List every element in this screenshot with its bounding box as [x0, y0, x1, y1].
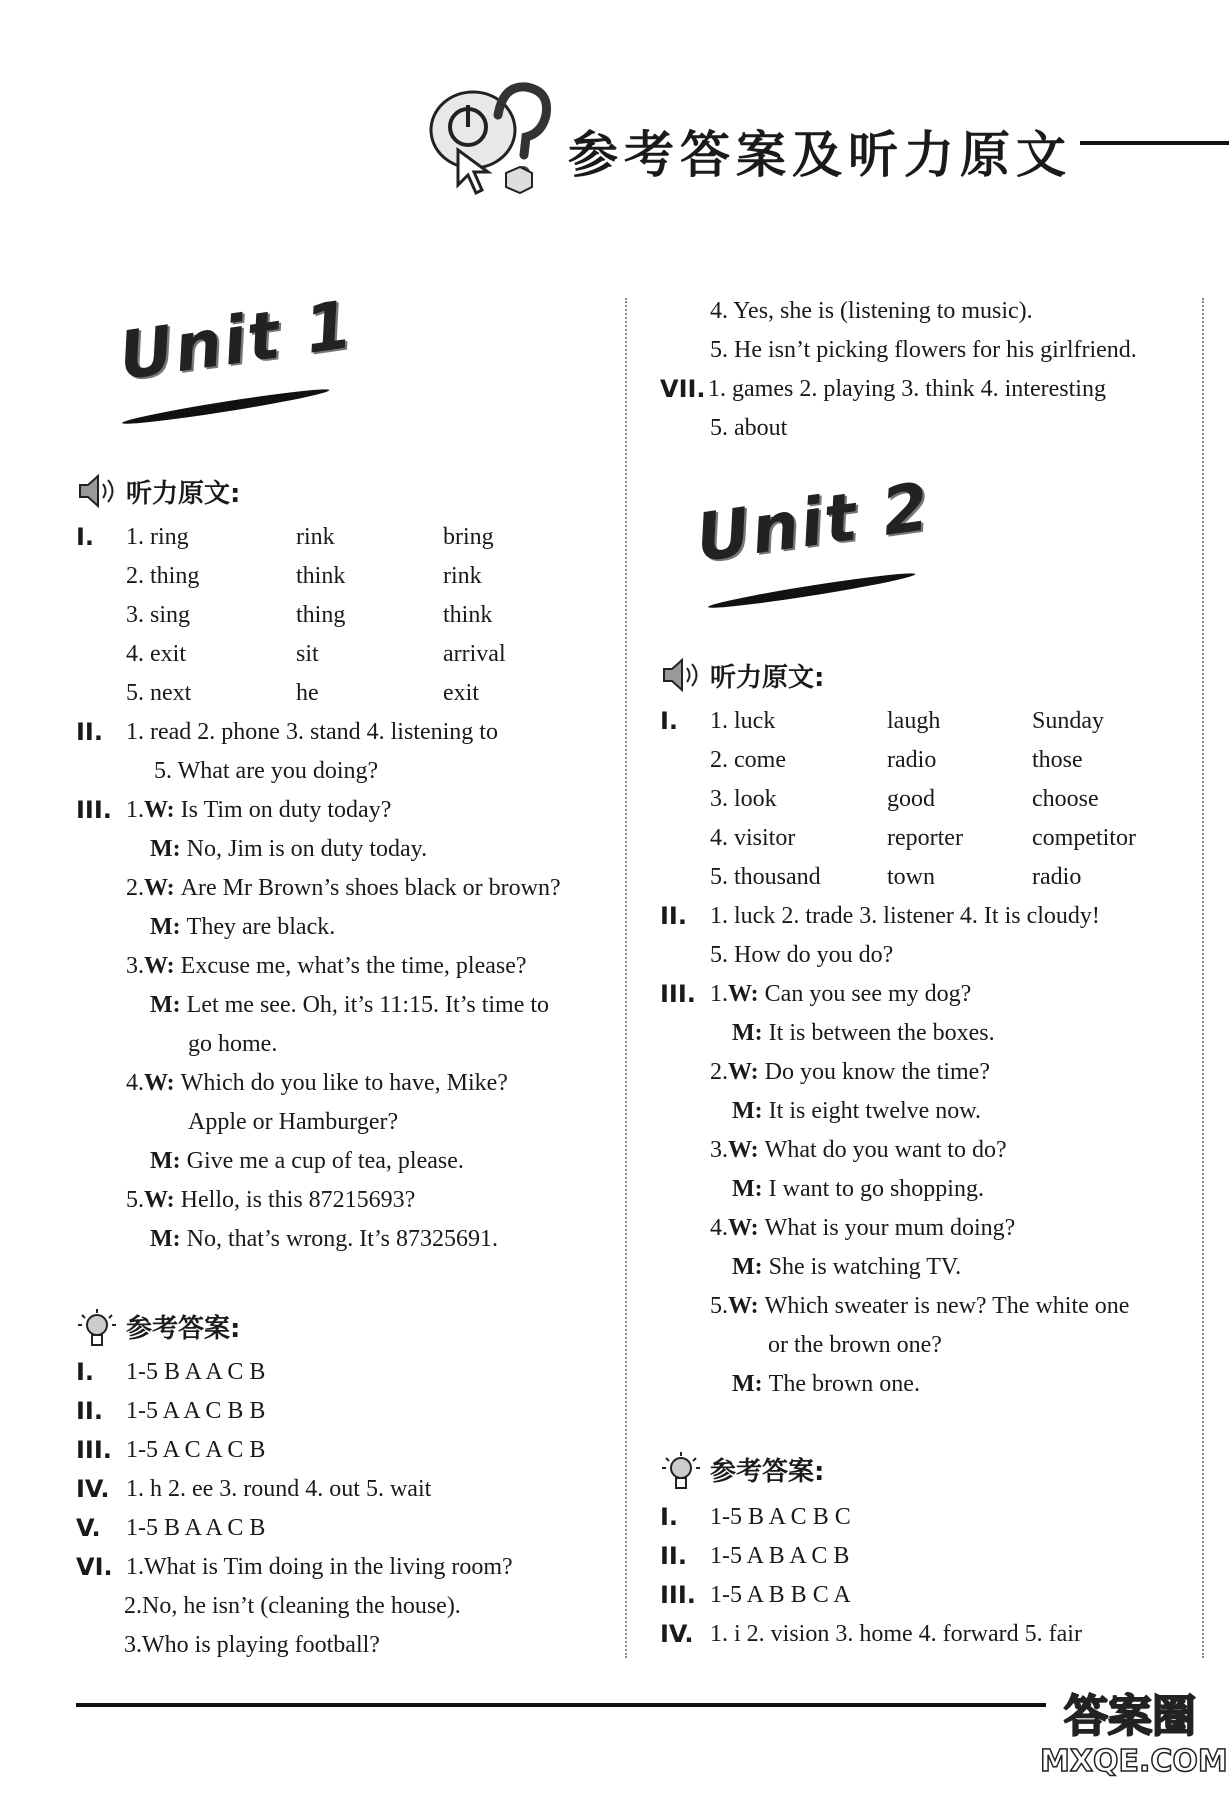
header-logo-icon — [418, 75, 563, 200]
line-text: 5. How do you do? — [710, 942, 894, 968]
line-text — [732, 1367, 920, 1401]
item-number: 2. — [710, 1059, 728, 1085]
speaker-label: M: — [150, 914, 187, 940]
speaker-label: W: — [144, 875, 181, 901]
line-text — [126, 1183, 415, 1217]
dialogue-text: Which sweater is new? The white one — [764, 1293, 1130, 1319]
roman-numeral: III. — [660, 980, 696, 1008]
line-text: 2. thing — [126, 563, 200, 589]
right-edge-divider — [1202, 298, 1204, 1658]
roman-numeral: I. — [660, 707, 679, 735]
watermark-line1: 答案圈 — [1064, 1691, 1196, 1742]
dialogue-text: Give me a cup of tea, please. — [186, 1148, 464, 1174]
line-text: 1-5 B A A C B — [126, 1359, 266, 1385]
answers-label: 参考答案: — [710, 1456, 825, 1487]
roman-numeral: II. — [76, 718, 103, 746]
line-text — [126, 1066, 508, 1100]
dialogue-text: No, that’s wrong. It’s 87325691. — [186, 1226, 498, 1252]
line-text: 5. thousand — [710, 864, 821, 890]
speaker-icon — [660, 656, 702, 694]
answers-label: 参考答案: — [126, 1313, 241, 1344]
answers-heading-2 — [660, 1450, 824, 1488]
line-text — [710, 977, 971, 1011]
line-text — [126, 871, 561, 905]
line-text — [150, 988, 549, 1022]
word-col-2: think — [296, 563, 346, 589]
speaker-label: M: — [150, 1148, 187, 1174]
unit-2-swoosh — [707, 569, 916, 612]
speaker-label: M: — [150, 836, 187, 862]
dialogue-text: I want to go shopping. — [768, 1176, 984, 1202]
line-text: 1-5 A A C B B — [126, 1398, 266, 1424]
speaker-label: M: — [732, 1371, 769, 1397]
dialogue-text: Hello, is this 87215693? — [180, 1187, 416, 1213]
line-text: 1. h 2. ee 3. round 4. out 5. wait — [126, 1476, 432, 1502]
word-col-2: thing — [296, 602, 346, 628]
header-rule — [1080, 141, 1229, 145]
dialogue-text: Are Mr Brown’s shoes black or brown? — [180, 875, 561, 901]
dialogue-text: What is your mum doing? — [764, 1215, 1016, 1241]
line-text: 1. luck — [710, 708, 776, 734]
line-text — [150, 1222, 498, 1256]
dialogue-text: She is watching TV. — [768, 1254, 962, 1280]
listening-heading-2 — [660, 656, 824, 694]
speaker-label: M: — [732, 1098, 769, 1124]
word-col-3: exit — [443, 680, 479, 706]
speaker-label: M: — [732, 1176, 769, 1202]
line-text: or the brown one? — [768, 1332, 942, 1358]
roman-numeral: VI. — [76, 1553, 113, 1581]
line-text — [710, 1211, 1015, 1245]
line-text: 1-5 A C A C B — [126, 1437, 266, 1463]
speaker-label: W: — [728, 1293, 765, 1319]
line-text — [710, 1055, 990, 1089]
line-text: 1.What is Tim doing in the living room? — [126, 1554, 513, 1580]
word-col-2: good — [887, 786, 935, 812]
line-text — [150, 910, 335, 944]
word-col-3: arrival — [443, 641, 506, 667]
listening-label: 听力原文: — [710, 662, 825, 693]
speaker-label: W: — [144, 1187, 181, 1213]
item-number: 2. — [126, 875, 144, 901]
roman-numeral: II. — [660, 902, 687, 930]
line-text: 1. i 2. vision 3. home 4. forward 5. fair — [710, 1621, 1082, 1647]
line-text: 4. visitor — [710, 825, 796, 851]
dialogue-text: They are black. — [186, 914, 336, 940]
dialogue-text: No, Jim is on duty today. — [186, 836, 428, 862]
roman-numeral: II. — [660, 1542, 687, 1570]
item-number: 1. — [126, 797, 144, 823]
word-col-2: sit — [296, 641, 319, 667]
line-text — [150, 832, 427, 866]
line-text: 2.No, he isn’t (cleaning the house). — [124, 1593, 461, 1619]
line-text: 1-5 A B B C A — [710, 1582, 851, 1608]
line-text: 1. luck 2. trade 3. listener 4. It is cloudy! — [710, 903, 1100, 929]
word-col-2: he — [296, 680, 319, 706]
line-text: 1-5 A B A C B — [710, 1543, 850, 1569]
speaker-label: W: — [728, 981, 765, 1007]
speaker-label: W: — [728, 1059, 765, 1085]
speaker-label: W: — [144, 953, 181, 979]
speaker-label: M: — [732, 1254, 769, 1280]
line-text: 5. next — [126, 680, 192, 706]
roman-numeral: II. — [76, 1397, 103, 1425]
line-text: 1-5 B A A C B — [126, 1515, 266, 1541]
line-text: 1. read 2. phone 3. stand 4. listening to — [126, 719, 498, 745]
speaker-label: M: — [150, 1226, 187, 1252]
item-number: 4. — [126, 1070, 144, 1096]
line-text — [732, 1094, 981, 1128]
line-text — [150, 1144, 464, 1178]
word-col-3: competitor — [1032, 825, 1136, 851]
line-text: 3.Who is playing football? — [124, 1632, 380, 1658]
speaker-label: M: — [150, 992, 187, 1018]
roman-numeral: IV. — [660, 1620, 694, 1648]
dialogue-text: It is between the boxes. — [768, 1020, 995, 1046]
item-number: 1. — [710, 981, 728, 1007]
speaker-label: W: — [144, 1070, 181, 1096]
dialogue-text: Let me see. Oh, it’s 11:15. It’s time to — [186, 992, 550, 1018]
unit-1-title: Unit 1 — [114, 285, 359, 395]
line-text — [126, 793, 391, 827]
line-text: 4. exit — [126, 641, 186, 667]
lightbulb-icon — [76, 1307, 118, 1345]
roman-numeral: III. — [660, 1581, 696, 1609]
line-text: 1-5 B A C B C — [710, 1504, 851, 1530]
dialogue-text: Which do you like to have, Mike? — [180, 1070, 508, 1096]
word-col-2: radio — [887, 747, 937, 773]
item-number: 3. — [126, 953, 144, 979]
word-col-3: think — [443, 602, 493, 628]
line-text — [710, 1289, 1129, 1323]
speaker-label: W: — [728, 1215, 765, 1241]
speaker-label: M: — [732, 1020, 769, 1046]
listening-heading-1 — [76, 472, 240, 510]
word-col-3: radio — [1032, 864, 1082, 890]
word-col-3: those — [1032, 747, 1083, 773]
page-title: 参考答案及听力原文 — [568, 126, 1072, 184]
bottom-rule — [76, 1703, 1046, 1707]
speaker-label: W: — [144, 797, 181, 823]
dialogue-text: Is Tim on duty today? — [180, 797, 392, 823]
watermark-line2: MXQE.COM — [1040, 1744, 1228, 1779]
listening-label: 听力原文: — [126, 478, 241, 509]
line-text — [732, 1172, 984, 1206]
line-text: 4. Yes, she is (listening to music). — [710, 298, 1033, 324]
dialogue-text: What do you want to do? — [764, 1137, 1007, 1163]
dialogue-text: It is eight twelve now. — [768, 1098, 982, 1124]
roman-numeral: VII. — [660, 375, 706, 403]
line-text: Apple or Hamburger? — [188, 1109, 399, 1135]
line-text — [126, 949, 527, 983]
item-number: 3. — [710, 1137, 728, 1163]
line-text: 1. games 2. playing 3. think 4. interesting — [708, 376, 1106, 402]
lightbulb-icon — [660, 1450, 702, 1488]
line-text: 5. about — [710, 415, 788, 441]
word-col-3: rink — [443, 563, 482, 589]
speaker-icon — [76, 472, 118, 510]
answers-heading-1 — [76, 1307, 240, 1345]
line-text: 2. come — [710, 747, 786, 773]
roman-numeral: III. — [76, 796, 112, 824]
word-col-2: rink — [296, 524, 335, 550]
dialogue-text: Excuse me, what’s the time, please? — [180, 953, 527, 979]
word-col-3: choose — [1032, 786, 1099, 812]
dialogue-text: Do you know the time? — [764, 1059, 990, 1085]
roman-numeral: I. — [76, 1358, 95, 1386]
line-text: 5. He isn’t picking flowers for his girlfriend. — [710, 337, 1137, 363]
roman-numeral: IV. — [76, 1475, 110, 1503]
line-text — [732, 1016, 995, 1050]
speaker-label: W: — [728, 1137, 765, 1163]
word-col-2: reporter — [887, 825, 963, 851]
word-col-3: Sunday — [1032, 708, 1104, 734]
watermark-logo — [1040, 1690, 1228, 1790]
word-col-2: town — [887, 864, 935, 890]
word-col-3: bring — [443, 524, 494, 550]
roman-numeral: I. — [76, 523, 95, 551]
line-text — [710, 1133, 1007, 1167]
line-text: 1. ring — [126, 524, 189, 550]
unit-2-title: Unit 2 — [691, 467, 936, 577]
roman-numeral: I. — [660, 1503, 679, 1531]
line-text: 5. What are you doing? — [154, 758, 379, 784]
dialogue-text: The brown one. — [768, 1371, 920, 1397]
roman-numeral: V. — [76, 1514, 101, 1542]
roman-numeral: III. — [76, 1436, 112, 1464]
line-text: go home. — [188, 1031, 278, 1057]
line-text: 3. look — [710, 786, 777, 812]
item-number: 5. — [126, 1187, 144, 1213]
line-text: 3. sing — [126, 602, 191, 628]
dialogue-text: Can you see my dog? — [764, 981, 972, 1007]
column-divider — [625, 298, 627, 1658]
word-col-2: laugh — [887, 708, 941, 734]
item-number: 5. — [710, 1293, 728, 1319]
item-number: 4. — [710, 1215, 728, 1241]
line-text — [732, 1250, 961, 1284]
unit-1-swoosh — [121, 385, 330, 428]
